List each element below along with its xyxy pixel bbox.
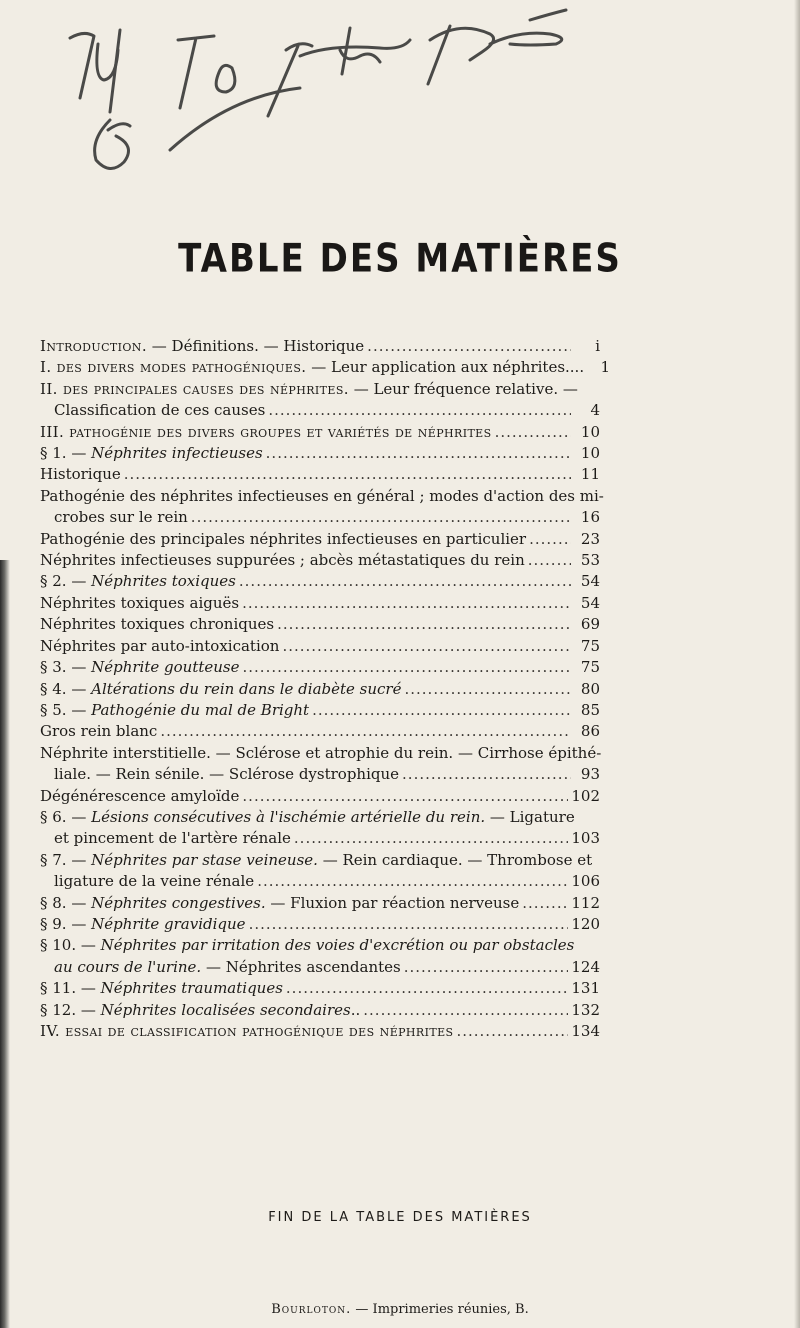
toc-entry-text [40,1000,360,1021]
toc-entry-text [40,443,263,464]
toc-entry [40,935,600,956]
toc-entry-text [40,978,283,999]
toc-entry-fragment: Classification de ces causes [54,401,266,420]
toc-entry-text [40,679,401,700]
toc-entry-fragment: et pincement de l'artère rénale [54,829,291,848]
toc-page-number: 54 [580,593,600,612]
toc-entry-text [40,379,578,400]
dot-leader [363,1000,568,1021]
toc-entry-fragment: § 2. — [40,572,92,591]
toc-entry-fragment: Altérations du rein dans le diabète sucré [91,679,402,698]
toc-entry-fragment: Néphrites toxiques chroniques [40,615,275,634]
toc-entry-fragment: — Ligature [485,807,575,826]
toc-entry-text [54,764,399,785]
dot-leader [528,550,571,571]
toc-entry-text [40,786,239,807]
toc-entry-fragment: Néphrites infectieuses suppurées ; abcès métastatiques du rein [40,551,525,570]
dot-leader [266,443,571,464]
toc-entry [40,636,600,657]
toc-entry-text [54,507,188,528]
dot-leader [257,871,568,892]
toc-page-number: 54 [580,572,600,591]
toc-entry-fragment: § 10. — [40,936,101,955]
toc-entry-fragment: § 5. — [40,700,92,719]
toc-entry-fragment: § 4. — [40,679,92,698]
dot-leader [242,786,568,807]
dot-leader [239,571,571,592]
toc-page-number: 10 [580,422,600,441]
toc-entry [40,957,600,978]
toc-entry [40,871,600,892]
toc-entry-fragment: — Néphrites ascendantes [201,957,401,976]
toc-entry-fragment: § 8. — [40,893,92,912]
dot-leader [286,978,568,999]
toc-entry-fragment: Néphrites localisées secondaires [100,1000,351,1019]
toc-entry-fragment: Néphrites par irritation des voies d'excrétion ou par obstacles [100,936,575,955]
toc-entry [40,614,600,635]
toc-entry-fragment: Néphrites toxiques [91,572,236,591]
page-edge-right [794,0,800,1328]
toc-page-number: 75 [580,658,600,677]
toc-entry-fragment: I. des divers modes pathogéniques. [40,358,307,377]
toc-entry [40,700,600,721]
toc-page-number: 4 [590,401,600,420]
toc-entry-fragment: au cours de l'urine. [54,957,202,976]
toc-page-number: 1 [600,358,611,377]
dot-leader [402,764,571,785]
handwritten-dedication [50,0,610,190]
toc-entry-fragment: .. [350,1000,361,1019]
toc-entry-fragment: Introduction. [40,337,147,355]
toc-entry-text [40,593,239,614]
toc-entry-fragment: Néphrites infectieuses [91,444,263,463]
dot-leader [294,828,568,849]
toc-entry [40,850,600,871]
toc-entry-fragment: Pathogénie des néphrites infectieuses en général ; modes d'action des mi- [40,486,604,505]
toc-page-number: 85 [580,700,600,719]
toc-page-number: 86 [580,722,600,741]
toc-entry [40,721,600,742]
toc-entry-fragment: Gros rein blanc [40,722,158,741]
toc-entry-fragment: Néphrite interstitielle. — Sclérose et atrophie du rein. — Cirrhose épithé- [40,743,602,762]
toc-page-number: 10 [580,444,600,463]
toc-entry [40,443,600,464]
toc-entry-text [40,336,364,357]
toc-page-number: i [595,337,600,355]
toc-entry-fragment: IV. essai de classification pathogénique des néphrites [40,1022,454,1040]
toc-entry-fragment: — Leur application aux néphrites.... [306,358,585,377]
toc-entry [40,764,600,785]
toc-entry [40,529,600,550]
toc-page-number: 102 [571,786,600,805]
toc-entry-fragment: § 12. — [40,1000,101,1019]
toc-page-number: 23 [580,529,600,548]
dot-leader [367,336,571,357]
toc-entry-text [40,529,526,550]
toc-entry-text [40,893,519,914]
toc-entry [40,657,600,678]
toc-entry-fragment: Néphrite goutteuse [91,658,240,677]
toc-entry-fragment: Lésions consécutives à l'ischémie artérielle du rein. [91,807,486,826]
dot-leader [268,400,571,421]
printer-name: Bourloton. [271,1302,352,1317]
toc-entry-text [40,614,274,635]
toc-entry-fragment: ligature de la veine rénale [54,872,255,891]
toc-entry-fragment: Dégénérescence amyloïde [40,786,240,805]
dot-leader [243,657,572,678]
toc-entry-fragment: crobes sur le rein [54,508,188,527]
dot-leader [522,893,568,914]
toc-entry-fragment: Néphrites toxiques aiguës [40,593,240,612]
toc-entry [40,464,600,485]
toc-entry-fragment: — Leur fréquence relative. — [348,379,578,398]
toc-page-number: 75 [580,636,600,655]
toc-entry-fragment: Néphrites par stase veineuse. [91,850,318,869]
toc-page-number: 80 [580,679,600,698]
toc-entry [40,807,600,828]
toc-entry-fragment: § 1. — [40,444,92,463]
toc-page-number: 120 [571,914,600,933]
toc-entry-fragment: — Rein cardiaque. — Thrombose et [317,850,593,869]
printer-details: — Imprimeries réunies, B. [351,1302,529,1317]
dot-leader [404,679,571,700]
toc-entry-text [40,357,584,378]
dot-leader [160,721,571,742]
toc-entry [40,1021,600,1042]
toc-page-number: 16 [580,508,600,527]
toc-entry-text [54,400,265,421]
dot-leader [495,422,571,443]
toc-entry-text [54,828,291,849]
toc-entry-fragment: § 9. — [40,914,92,933]
toc-entry [40,893,600,914]
toc-page-number: 103 [571,829,600,848]
dot-leader [282,636,571,657]
dot-leader [529,529,571,550]
toc-entry [40,336,600,357]
toc-entry-fragment: Historique [40,465,121,484]
toc-entry-text [54,957,401,978]
toc-page-number: 112 [571,893,600,912]
toc-entry-fragment: Néphrites traumatiques [100,979,283,998]
toc-entry [40,400,600,421]
toc-page-number: 53 [580,551,600,570]
toc-entry-fragment: Néphrite gravidique [91,914,246,933]
printer-imprint [0,1302,800,1317]
toc-entry-text [40,550,525,571]
toc-entry-fragment: — Définitions. — Historique [147,337,365,355]
dot-leader [242,593,571,614]
page-title: TABLE DES MATIÈRES [178,236,622,282]
toc-entry-fragment: § 3. — [40,658,92,677]
toc-page-number: 131 [571,979,600,998]
toc-page-number: 124 [571,957,600,976]
toc-entry [40,486,604,507]
toc-entry-text [40,571,236,592]
dot-leader [249,914,569,935]
toc-entry [40,379,600,400]
toc-entry-text [40,700,309,721]
toc-entry-fragment: Pathogénie du mal de Bright [91,700,310,719]
toc-entry-fragment: — Fluxion par réaction nerveuse [265,893,520,912]
toc-entry-fragment: § 7. — [40,850,92,869]
dot-leader [191,507,571,528]
toc-entry-text [40,721,157,742]
dot-leader [404,957,569,978]
toc-entry-text [40,807,575,828]
toc-entry-fragment: Néphrites congestives. [91,893,266,912]
table-of-contents [40,336,611,1042]
toc-entry [40,1000,600,1021]
toc-entry-fragment: liale. — Rein sénile. — Sclérose dystrophique [54,765,400,784]
dot-leader [312,700,571,721]
dot-leader [124,464,571,485]
end-of-table-note: FIN DE LA TABLE DES MATIÈRES [268,1210,532,1225]
toc-entry-text [40,743,601,764]
toc-page-number: 69 [580,615,600,634]
toc-page-number: 132 [571,1000,600,1019]
toc-entry-text [40,486,604,507]
toc-entry-text [40,636,279,657]
toc-entry [40,914,600,935]
toc-entry-text [40,935,574,956]
toc-entry-fragment: Néphrites par auto-intoxication [40,636,280,655]
toc-entry-fragment: § 6. — [40,807,92,826]
toc-page-number: 106 [571,872,600,891]
dot-leader [277,614,571,635]
toc-entry [40,550,600,571]
toc-entry [40,828,600,849]
toc-page-number: 11 [580,465,600,484]
toc-entry [40,743,600,764]
toc-entry [40,507,600,528]
toc-entry [40,679,600,700]
dot-leader [456,1021,568,1042]
toc-entry-fragment: II. des principales causes des néphrites. [40,379,349,398]
toc-entry [40,593,600,614]
toc-entry-fragment: Pathogénie des principales néphrites infectieuses en particulier [40,529,527,548]
toc-entry-text [40,464,121,485]
toc-entry-text [40,850,592,871]
toc-entry [40,357,611,378]
toc-entry [40,786,600,807]
toc-entry [40,571,600,592]
toc-entry-fragment: § 11. — [40,979,101,998]
toc-entry [40,422,600,443]
toc-page-number: 93 [580,765,600,784]
toc-entry [40,978,600,999]
toc-entry-text [54,871,254,892]
toc-entry-text [40,914,246,935]
toc-entry-text [40,1021,453,1042]
toc-entry-text [40,422,492,443]
toc-page-number: 134 [571,1022,600,1040]
toc-entry-text [40,657,240,678]
toc-entry-fragment: III. pathogénie des divers groupes et variétés de néphrites [40,422,492,441]
